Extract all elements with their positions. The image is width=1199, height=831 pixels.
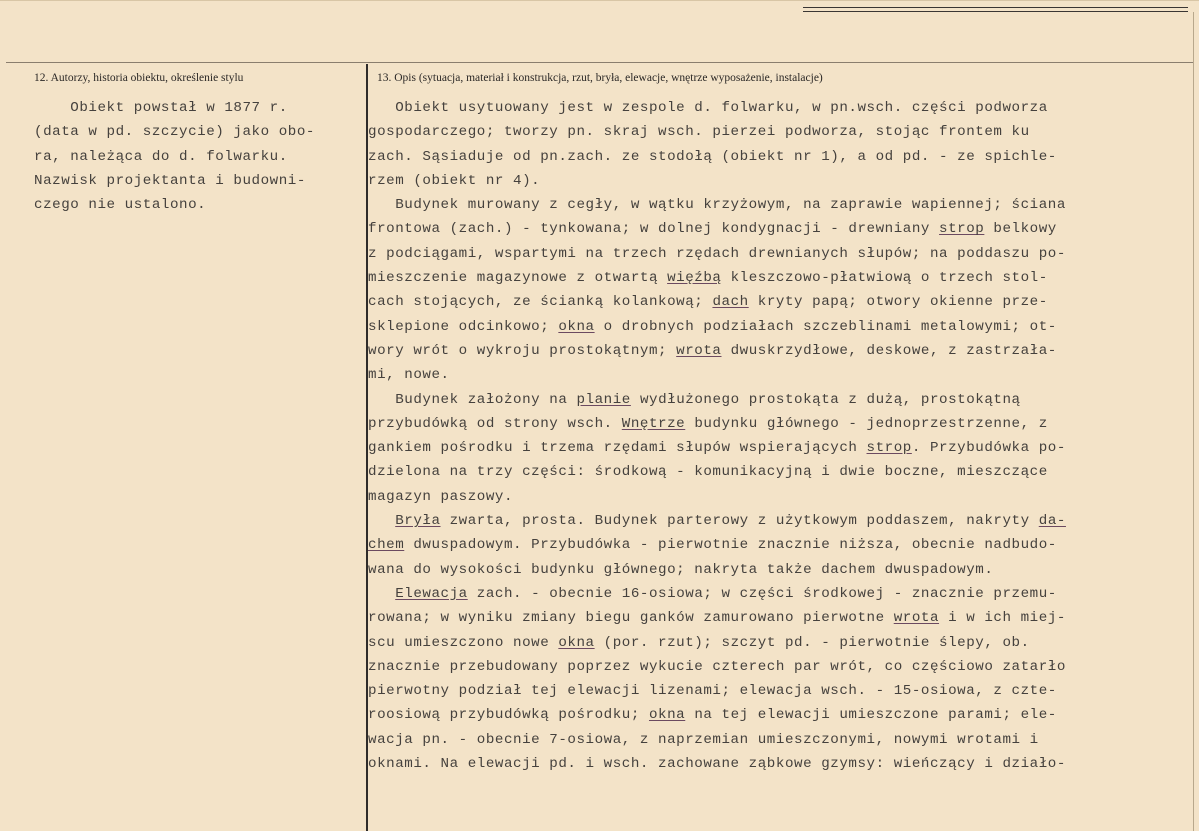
section-12-line: czego nie ustalono. [34, 197, 207, 214]
section-13-line: pierwotny podział tej elewacji lizenami; elewacja wsch. - 15-osiowa, z czte- [368, 683, 1057, 700]
right-border [1193, 12, 1194, 831]
section-13-line: wacja pn. - obecnie 7-osiowa, z naprzemian umieszczonymi, nowymi wrotami i [368, 731, 1039, 748]
section-13-line: z podciągami, wspartymi na trzech rzędach drewnianych słupów; na poddaszu po- [368, 245, 1066, 262]
section-13-line: frontowa (zach.) - tynkowana; w dolnej kondygnacji - drewniany strop belkowy [368, 221, 1057, 238]
section-13-line: gankiem pośrodku i trzema rzędami słupów wspierających strop. Przybudówka po- [368, 440, 1066, 457]
section-13-heading: 13. Opis (sytuacja, materiał i konstrukcja, rzut, bryła, elewacje, wnętrze wyposażenie, instalacje) [377, 72, 823, 84]
section-13-line: gospodarczego; tworzy pn. skraj wsch. pierzei podworza, stojąc frontem ku [368, 124, 1030, 141]
section-13-line: sklepione odcinkowo; okna o drobnych podziałach szczeblinami metalowymi; ot- [368, 318, 1057, 335]
section-13-line: rowana; w wyniku zmiany biegu ganków zamurowano pierwotne wrota i w ich miej- [368, 610, 1066, 627]
section-12-line: ra, należąca do d. folwarku. [34, 148, 288, 165]
section-13-line: wana do wysokości budynku głównego; nakryta także dachem dwuspadowym. [368, 561, 994, 578]
section-13-line: mieszczenie magazynowe z otwartą więźbą kleszczowo-płatwiową o trzech stol- [368, 270, 1048, 287]
section-13-line: Elewacja zach. - obecnie 16-osiowa; w części środkowej - znacznie przemu- [395, 585, 1057, 602]
section-13-line: rzem (obiekt nr 4). [368, 172, 541, 189]
top-double-rule [803, 7, 1188, 12]
section-12-text [34, 96, 354, 217]
section-13-line: dzielona na trzy części: środkową - komunikacyjną i dwie boczne, mieszczące [368, 464, 1048, 481]
section-12-heading: 12. Autorzy, historia obiektu, określenie stylu [34, 72, 244, 84]
section-13-line: oknami. Na elewacji pd. i wsch. zachowane ząbkowe gzymsy: wieńczący i działo- [368, 756, 1066, 773]
section-13-line: Budynek założony na planie wydłużonego prostokąta z dużą, prostokątną [368, 391, 1021, 408]
section-12-line: (data w pd. szczycie) jako obo- [34, 124, 315, 141]
header-rule [6, 62, 1194, 63]
section-13-line: cach stojących, ze ścianką kolankową; dach kryty papą; otwory okienne prze- [368, 294, 1048, 311]
section-13-line: Obiekt usytuowany jest w zespole d. folwarku, w pn.wsch. części podworza [368, 100, 1048, 116]
section-13-line: magazyn paszowy. [368, 488, 514, 505]
section-13-text [368, 96, 1188, 776]
section-13-line: znacznie przebudowany poprzez wykucie czterech par wrót, co częściowo zatarło [368, 658, 1066, 675]
section-13-line: mi, nowe. [368, 367, 450, 384]
section-13-line: Budynek murowany z cegły, w wątku krzyżowym, na zaprawie wapiennej; ściana [368, 197, 1066, 214]
section-13-line: chem dwuspadowym. Przybudówka - pierwotnie znacznie niższa, obecnie nadbudo- [368, 537, 1057, 554]
paper-edge [0, 0, 1199, 1]
section-13-line: scu umieszczono nowe okna (por. rzut); szczyt pd. - pierwotnie ślepy, ob. [368, 634, 1030, 651]
section-13-line: roosiową przybudówką pośrodku; okna na tej elewacji umieszczone parami; ele- [368, 707, 1057, 724]
section-13-line: wory wrót o wykroju prostokątnym; wrota dwuskrzydłowe, deskowe, z zastrzała- [368, 342, 1057, 359]
section-12-line: Obiekt powstał w 1877 r. [34, 100, 288, 116]
section-13-line: przybudówką od strony wsch. Wnętrze budynku głównego - jednoprzestrzenne, z [368, 415, 1048, 432]
section-13-line: zach. Sąsiaduje od pn.zach. ze stodołą (obiekt nr 1), a od pd. - ze spichle- [368, 148, 1057, 165]
section-12-line: Nazwisk projektanta i budowni- [34, 172, 306, 189]
section-13-line: Bryła zwarta, prosta. Budynek parterowy z użytkowym poddaszem, nakryty da- [395, 513, 1066, 530]
